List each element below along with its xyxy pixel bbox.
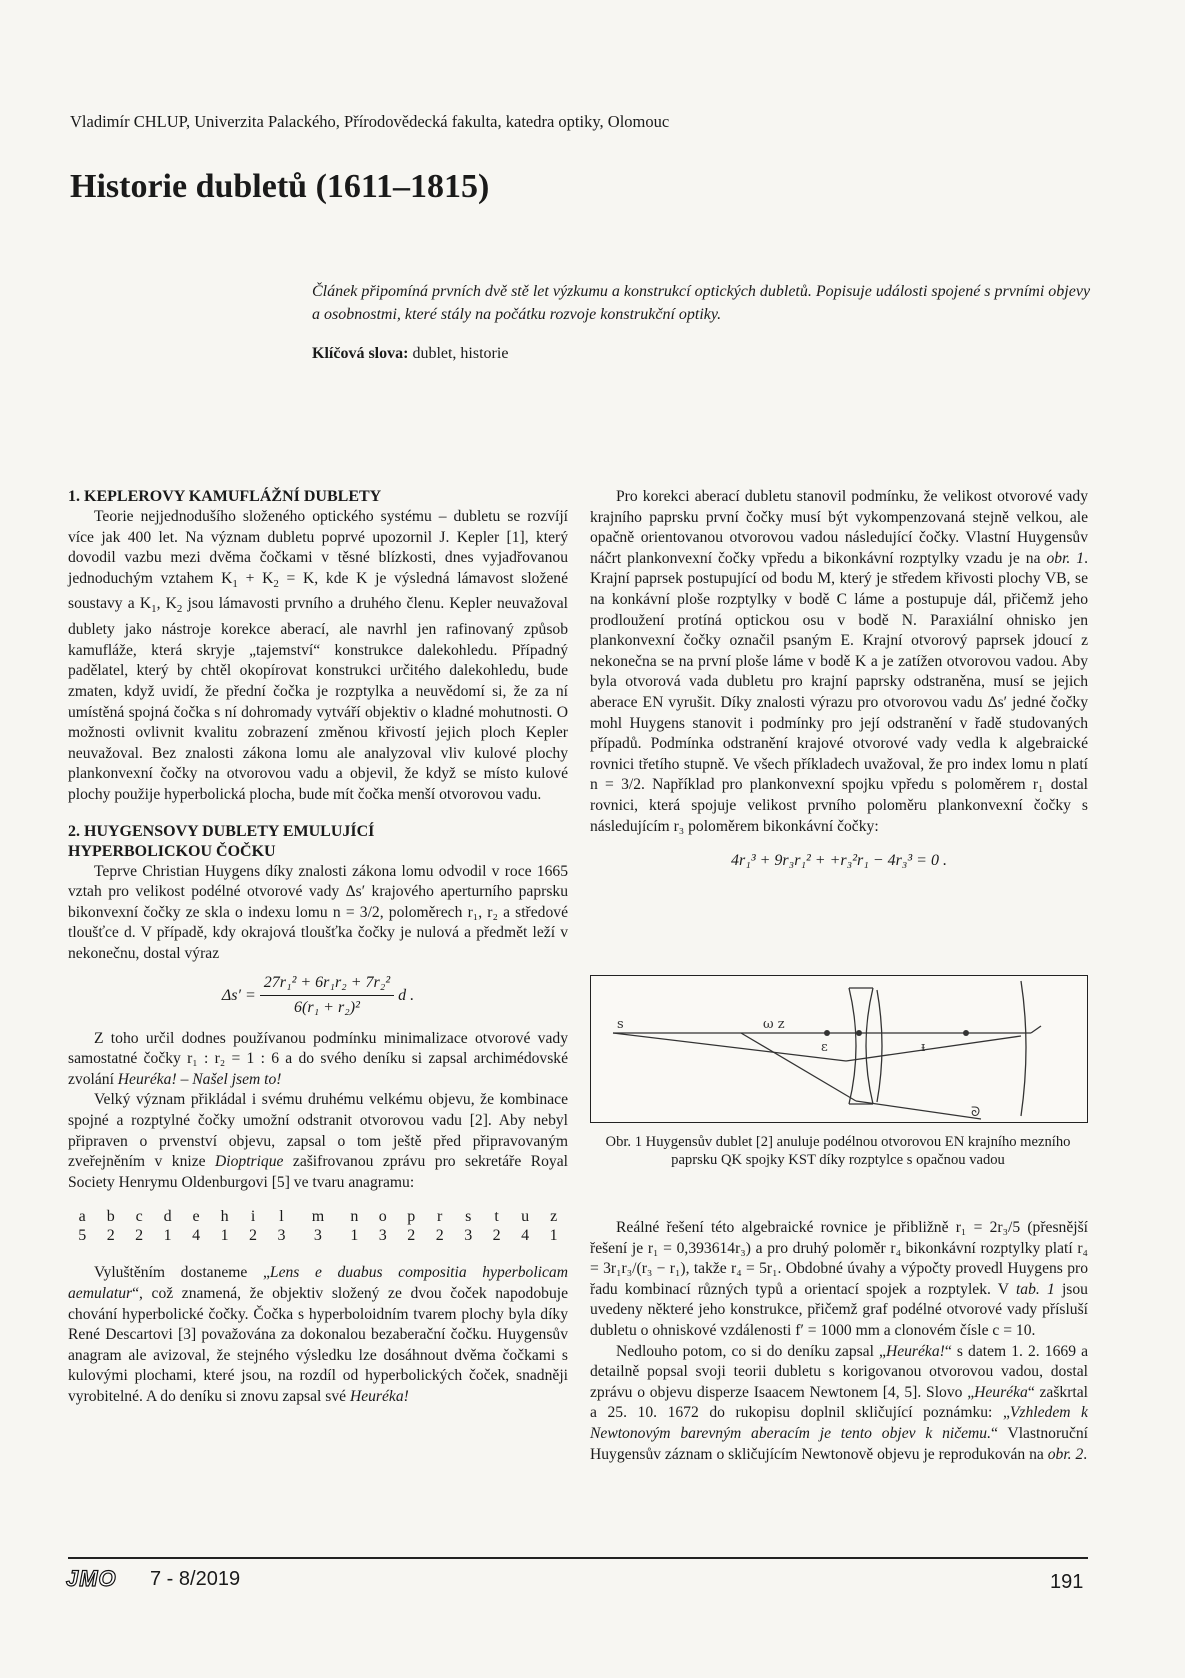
author-line: Vladimír CHLUP, Univerzita Palackého, Přírodovědecká fakulta, katedra optiky, Olomouc xyxy=(70,112,670,131)
huygens-dublet-drawing xyxy=(591,976,1087,1122)
anagram-count: 1 xyxy=(163,1227,172,1245)
article-title: Historie dubletů (1611–1815) xyxy=(70,168,490,205)
keywords-label: Klíčová slova: xyxy=(312,345,409,362)
anagram-count: 2 xyxy=(492,1227,501,1245)
anagram-count: 4 xyxy=(192,1227,201,1245)
anagram-count: 1 xyxy=(549,1227,558,1245)
ray-line-2 xyxy=(846,1036,1021,1061)
anagram-letter: m xyxy=(311,1208,325,1226)
anagram-letter: h xyxy=(220,1208,229,1226)
anagram-count: 2 xyxy=(249,1227,258,1245)
anagram-count: 1 xyxy=(220,1227,229,1245)
anagram-letter: o xyxy=(378,1208,387,1226)
anagram-count: 3 xyxy=(378,1227,387,1245)
focal-plane-curve xyxy=(1021,981,1026,1116)
anagram-count: 2 xyxy=(435,1227,444,1245)
anagram-letter: n xyxy=(350,1208,359,1226)
section-2-heading: 2. HUYGENSOVY DUBLETY EMULUJÍCÍ HYPERBOLICKOU ČOČKU xyxy=(68,822,375,860)
anagram-count: 3 xyxy=(464,1227,473,1245)
section-2-paragraph-1: Teprve Christian Huygens díky znalosti zákona lomu odvodil v roce 1665 vztah pro velikost podélné otvorové vady Δs′ krajového aperturního paprsku bikonvexní čočky ze skla o indexu lomu n = 3/2, poloměrech r₁, r₂ a středové tloušťce d. V případě, kdy okrajová tloušťka čočky je nulová a předmět leží v nekonečnu, dostal výraz xyxy=(68,862,568,962)
figure-1-caption: Obr. 1 Huygensův dublet [2] anuluje podélnou otvorovou EN krajního mezního paprsku QK spojky KST díky rozptylce s opačnou vadou xyxy=(605,1134,1071,1168)
right-paragraph-1: Pro korekci aberací dubletu stanovil podmínku, že velikost otvorové vady krajního paprsku první čočky musí být vykompenzovaná stejně velkou, ale opačně orientovanou otvorovou vadou následující čočky. Vlastní Huygensův náčrt plankonvexní čočky vpředu a bikonkávní rozptylky vzadu je na obr. 1. Krajní paprsek postupující od bodu M, který je středem křivosti plochy VB, se na konkávní ploše rozptylky v bodě C láme a postupuje dál, přičemž jeho prodloužení protíná optickou osu v bodě N. Paraxiální ohnisko jen plankonvexní čočky označil psaným E. Krajní otvorový paprsek jdoucí z nekonečna se na první ploše láme v bodě K a je zatížen otvorovou vadou. Aby byla otvorová vada dubletu pro krajní paprsky odstraněna, musí se jejich aberace EN vyrušit. Díky znalosti výrazu pro otvorovou vadu Δs′ jedné čočky mohl Huygens stanovit i podmínky pro její odstranění v řadě studovaných případů. Podmínka odstranění krajové otvorové vady vedla k algebraické rovnici třetího stupně. Ve všech příkladech uvažoval, že pro index lomu n platí n = 3/2. Například pro plankonvexní spojku vpředu s poloměrem r₁ dostal rovnici, která spojuje velikost prvního poloměru plankonvexní čočky s následujícím r₃ poloměrem bikonkávní čočky: xyxy=(590,488,1089,835)
lens-front-surface xyxy=(849,988,856,1104)
anagram-count: 2 xyxy=(407,1227,416,1245)
keywords xyxy=(312,345,508,363)
section-2-paragraph-2: Z toho určil dodnes používanou podmínku minimalizace otvorové vady samostatné čočky r₁ : r₂ = 1 : 6 a do svého deníku si zapsal archimédovské zvolání Heuréka! – Našel jsem to! xyxy=(68,1029,568,1088)
anagram-letter: a xyxy=(78,1208,86,1226)
label-s: s xyxy=(617,1017,624,1032)
anagram-letter: z xyxy=(550,1208,558,1226)
anagram-letter: l xyxy=(279,1208,284,1226)
anagram-letter: b xyxy=(106,1208,115,1226)
anagram-letter: e xyxy=(192,1208,200,1226)
journal-logo: JMO xyxy=(66,1566,117,1591)
section-1-paragraph: Teorie nejjednodušího složeného optického systému – dubletu se rozvíjí více jak 400 let. Na význam dubletu poprvé upozornil J. Kepler [1], který dovodil vazbu mezi dvěma čočkami v těsné blízkosti, dnes vyjadřovanou jednoduchým vztahem $K_1 + K_2 = K$, kde K je výsledná lámavost složené soustavy a $K_1$, $K_2$ jsou lámavosti prvního a druhého členu. Kepler neuvažoval dublety jako nástroje korekce aberací, ale navrhl jen rafinovaný způsob kamufláže, která skryje „tajemství“ konstrukce dalekohledu. Případný padělatel, který by chtěl okopírovat konstrukci určitého dalekohledu, bude zmaten, když uvidí, že přední čočka je rozptylka a neuvědomí si, že za ní umístěná spojná čočka s ní dohromady vytváří objektiv o kladné mohutnosti. O možnosti ovlivnit kvalitu zobrazení změnou křivostí jejich ploch Kepler neuvažoval. Bez znalosti zákona lomu ale analyzoval vliv kulové plochy plankonvexní čočky na otvorovou vadu a objevil, že když se místo kulové plochy použije hyperbolická plocha, bude mít čočka menší otvorovou vadu. xyxy=(68,508,569,803)
anagram-count: 1 xyxy=(350,1227,359,1245)
ray-line-4 xyxy=(856,1101,981,1119)
anagram-table xyxy=(68,1207,568,1245)
footer-rule xyxy=(68,1557,1088,1559)
section-2-paragraph-4: Vyluštěním dostaneme „Lens e duabus compositia hyperbolicam aemulatur“, což znamená, že objektiv složený ze dvou čoček napodobuje chování hyperbolické čočky. Čočka s hyperboloidním tvarem plochy byla díky René Descartovi [3] považována za dokonalou bezaberační čočku. Huygensův anagram ale avizoval, že stejného výsledku lze dosáhnout dvěma čočkami s kulovými plochami, které jsou, na rozdíl od hyperbolických čoček, snadněji vyrobitelné. A do deníku si znovu zapsal své Heuréka! xyxy=(68,1264,568,1405)
issue-number: 7 - 8/2019 xyxy=(150,1568,241,1590)
ray-line xyxy=(613,1033,846,1061)
formula-cubic: 4r₁³ + 9r₃r₁² + +r₃²r₁ − 4r₃³ = 0 . xyxy=(731,852,947,870)
formula-aberration: Δs′ = $\frac{\text{27r₁² + 6r₁r₂ + 7r₂²}}{\text{6(r₁ + r₂)²}}$ d . xyxy=(68,973,568,1019)
anagram-letter: d xyxy=(163,1208,172,1226)
formula-numerator: 27r₁² + 6r₁r₂ + 7r₂² xyxy=(260,973,394,997)
right-column-lower xyxy=(590,1218,1088,1465)
right-column xyxy=(590,487,1088,872)
page-number: 191 xyxy=(1050,1571,1084,1593)
anagram-letter: u xyxy=(521,1208,530,1226)
keywords-value: dublet, historie xyxy=(412,345,509,362)
anagram-letters-row xyxy=(68,1207,568,1226)
label-q: ᘐ xyxy=(971,1105,981,1120)
label-p: ᵻ xyxy=(921,1040,926,1055)
anagram-count: 2 xyxy=(106,1227,115,1245)
formula-denominator: 6(r₁ + r₂)² xyxy=(294,999,360,1017)
label-e: ɛ xyxy=(821,1040,828,1055)
anagram-letter: p xyxy=(407,1208,416,1226)
anagram-letter: t xyxy=(494,1208,499,1226)
anagram-count: 3 xyxy=(313,1227,322,1245)
lens-diverging-surface xyxy=(877,990,882,1102)
anagram-count: 2 xyxy=(135,1227,144,1245)
lens-back-surface xyxy=(866,988,873,1104)
section-2-paragraph-3: Velký význam přikládal i svému druhému velkému objevu, že kombinace spojné a rozptylné čočky umožní odstranit otvorovou vadu [2]. Aby nebyl připraven o prvenství objevu, zapsal o tom ještě před připravovaným zveřejněním v knize Dioptrique zašifrovanou zprávu pro sekretáře Royal Society Henrymu Oldenburgovi [5] ve tvaru anagramu: xyxy=(68,1091,568,1191)
abstract: Článek připomíná prvních dvě stě let výzkumu a konstrukcí optických dubletů. Popisuje události spojené s prvními objevy a osobnostmi, které stály na počátku rozvoje konstrukční optiky. xyxy=(312,283,1091,323)
section-1-heading: 1. KEPLEROVY KAMUFLÁŽNÍ DUBLETY xyxy=(68,488,382,505)
anagram-counts-row xyxy=(68,1226,568,1245)
right-paragraph-3: Nedlouho potom, co si do deníku zapsal „Heuréka!“ s datem 1. 2. 1669 a detailně popsal svoji teorii dubletu s korigovanou otvorovou vadou, dostal zprávu o objevu disperze Isaacem Newtonem [4, 5]. Slovo „Heuréka“ zaškrtal a 25. 10. 1672 do rukopisu doplnil skličující poznámku: „Vzhledem k Newtonovým barevným aberacím je tento objev k ničemu.“ Vlastnoruční Huygensův záznam o skličujícím Newtonově objevu je reprodukován na obr. 2. xyxy=(590,1342,1089,1463)
anagram-letter: i xyxy=(250,1208,256,1226)
label-mn: ω z xyxy=(763,1017,785,1032)
anagram-letter: c xyxy=(135,1208,143,1226)
left-column xyxy=(68,487,568,1408)
ray-line-3 xyxy=(741,1033,856,1101)
anagram-count: 5 xyxy=(78,1227,87,1245)
anagram-count: 3 xyxy=(277,1227,286,1245)
right-paragraph-2: Reálné řešení této algebraické rovnice je přibližně r₁ = 2r₃/5 (přesnější řešení je r₁ = 0,393614r₃) a pro druhý poloměr r₄ bikonkávní rozptylky platí r₄ = 3r₁r₃/(r₃ − r₁), takže r₄ = 5r₁. Obdobné úvahy a výpočty provedl Huygens pro řadu kombinací různých typů a orientací spojek a rozptylek. V tab. 1 jsou uvedeny některé jeho konstrukce, přičemž graf podélné otvorové vady přísluší dubletu o ohniskové vzdálenosti f′ = 1000 mm a clonovém čísle c = 10. xyxy=(590,1219,1088,1339)
anagram-count: 4 xyxy=(521,1227,530,1245)
anagram-letter: r xyxy=(437,1208,443,1226)
figure-1-sketch xyxy=(590,975,1088,1123)
anagram-letter: s xyxy=(465,1208,472,1226)
